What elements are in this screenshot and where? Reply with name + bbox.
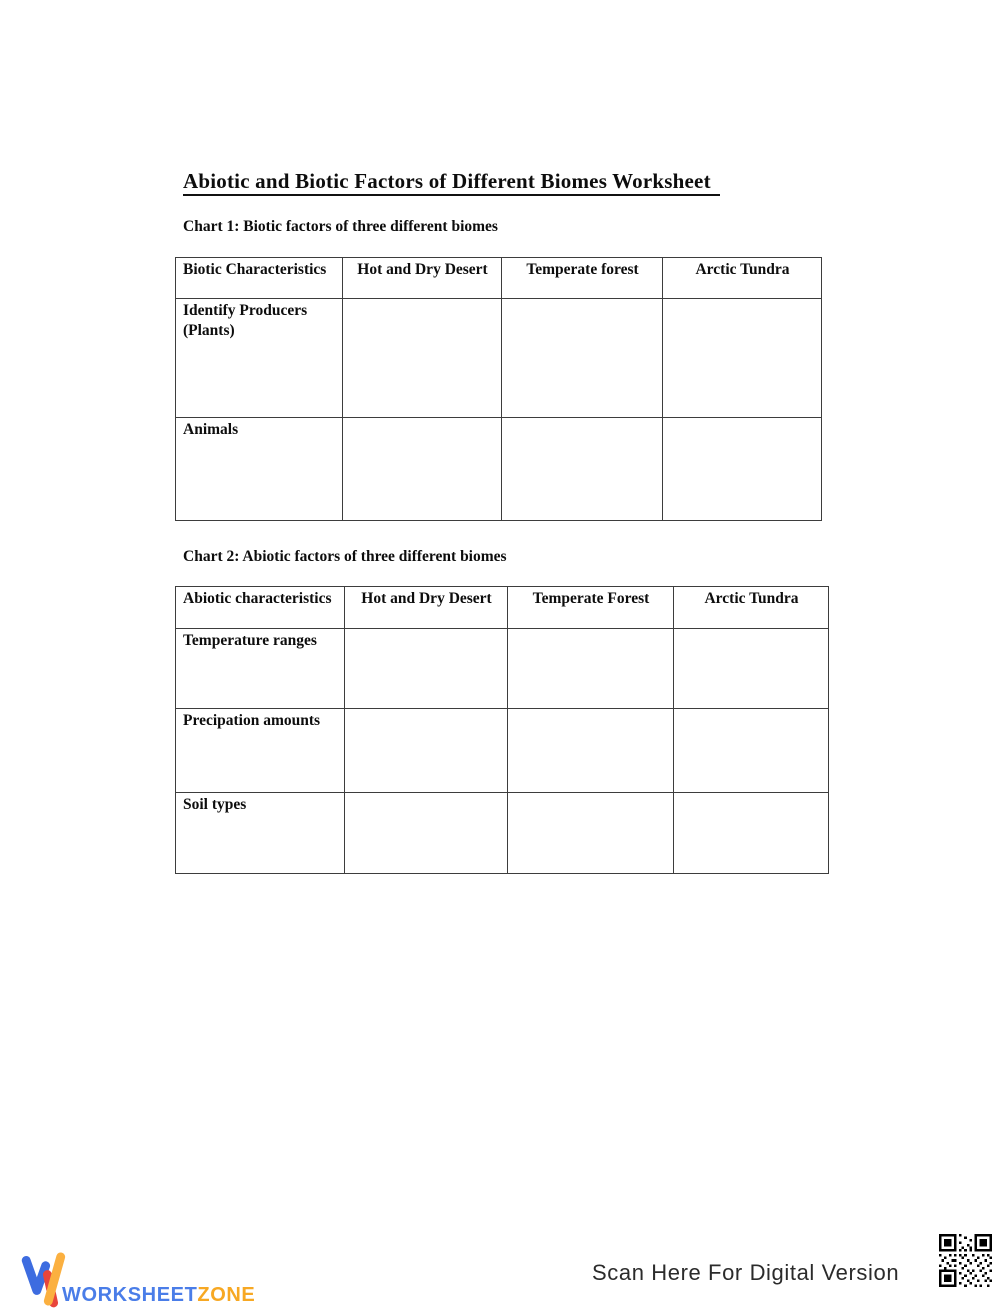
chart2-col-hot-and-dry-desert: Hot and Dry Desert xyxy=(345,587,508,629)
chart2-row-soil-label: Soil types xyxy=(176,793,345,874)
chart2-col-temperate-forest: Temperate Forest xyxy=(508,587,674,629)
logo-text-zone: ZONE xyxy=(197,1284,256,1306)
chart1-cell-producers-tundra xyxy=(663,299,822,418)
chart1-col-hot-and-dry-desert: Hot and Dry Desert xyxy=(343,258,502,299)
chart2-col-arctic-tundra: Arctic Tundra xyxy=(674,587,829,629)
chart1-row-producers-label: Identify Producers (Plants) xyxy=(176,299,343,418)
chart1-cell-animals-tundra xyxy=(663,418,822,521)
chart1-table xyxy=(175,257,822,521)
chart1-row-producers xyxy=(176,299,822,418)
chart1-cell-producers-temperate xyxy=(502,299,663,418)
chart1-cell-animals-desert xyxy=(343,418,502,521)
chart1-cell-producers-desert xyxy=(343,299,502,418)
chart1-col-temperate-forest: Temperate forest xyxy=(502,258,663,299)
chart1-cell-animals-temperate xyxy=(502,418,663,521)
page-footer xyxy=(0,1225,1000,1306)
chart2-row-temperature-label: Temperature ranges xyxy=(176,629,345,709)
page-title-text: Abiotic and Biotic Factors of Different Biomes Worksheet xyxy=(183,169,720,196)
logo-text-worksheet: WORKSHEET xyxy=(62,1284,198,1306)
chart2-cell-soil-desert xyxy=(345,793,508,874)
chart1-col-biotic-characteristics: Biotic Characteristics xyxy=(176,258,343,299)
chart2-row-soil xyxy=(176,793,829,874)
worksheetzone-w-icon xyxy=(20,1250,66,1308)
chart2-cell-soil-tundra xyxy=(674,793,829,874)
chart2-row-precipitation xyxy=(176,709,829,793)
chart2-table xyxy=(175,586,829,874)
chart1-header-row xyxy=(176,258,822,299)
chart2-col-abiotic-characteristics: Abiotic characteristics xyxy=(176,587,345,629)
page-title xyxy=(183,169,720,194)
qr-code xyxy=(933,1229,998,1292)
chart1-col-arctic-tundra: Arctic Tundra xyxy=(663,258,822,299)
chart2-cell-temperature-tundra xyxy=(674,629,829,709)
chart2-cell-precipitation-temperate xyxy=(508,709,674,793)
chart1-heading: Chart 1: Biotic factors of three different biomes xyxy=(183,218,498,235)
chart2-cell-precipitation-desert xyxy=(345,709,508,793)
scan-here-text: Scan Here For Digital Version xyxy=(592,1260,900,1285)
chart1-row-animals xyxy=(176,418,822,521)
chart2-cell-precipitation-tundra xyxy=(674,709,829,793)
chart2-header-row xyxy=(176,587,829,629)
chart2-row-precipitation-label: Precipation amounts xyxy=(176,709,345,793)
chart2-cell-temperature-desert xyxy=(345,629,508,709)
chart2-row-temperature xyxy=(176,629,829,709)
chart2-cell-soil-temperate xyxy=(508,793,674,874)
worksheetzone-logo-text xyxy=(62,1284,255,1307)
chart2-cell-temperature-temperate xyxy=(508,629,674,709)
chart1-row-animals-label: Animals xyxy=(176,418,343,521)
chart2-heading: Chart 2: Abiotic factors of three different biomes xyxy=(183,548,507,565)
